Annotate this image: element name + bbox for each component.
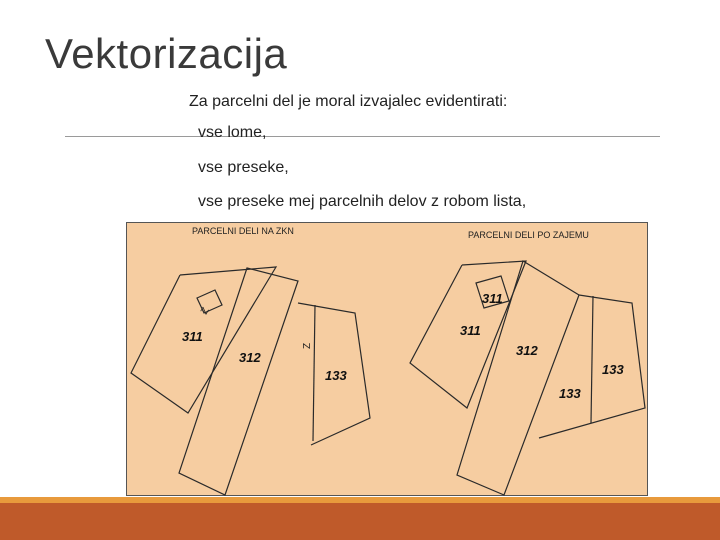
left-mark-z-2: Z <box>302 342 313 349</box>
footer-bar <box>0 503 720 540</box>
divider-line <box>65 136 660 137</box>
right-panel-header: PARCELNI DELI PO ZAJEMU <box>468 230 589 240</box>
right-parcel-lines <box>410 261 645 495</box>
right-label-133-b: 133 <box>559 386 581 401</box>
right-label-312: 312 <box>516 343 538 358</box>
left-label-312: 312 <box>239 350 261 365</box>
parcel-map-drawing <box>127 223 649 497</box>
right-label-311-small: 311 <box>482 291 503 306</box>
bullet-item-2: vse preseke, <box>198 159 289 176</box>
left-panel-header: PARCELNI DELI NA ZKN <box>192 226 294 236</box>
parcel-figure <box>126 222 648 496</box>
right-label-133-a: 133 <box>602 362 624 377</box>
intro-text: Za parcelni del je moral izvajalec evidentirati: <box>189 93 508 110</box>
bullet-item-3: vse preseke mej parcelnih delov z robom lista, <box>198 193 527 210</box>
right-label-311: 311 <box>460 323 481 338</box>
left-label-133: 133 <box>325 368 347 383</box>
left-label-311: 311 <box>182 329 203 344</box>
slide-title: Vektorizacija <box>45 30 288 77</box>
left-mark-z-1: Z <box>199 305 212 317</box>
bullet-item-1: vse lome, <box>198 124 267 141</box>
